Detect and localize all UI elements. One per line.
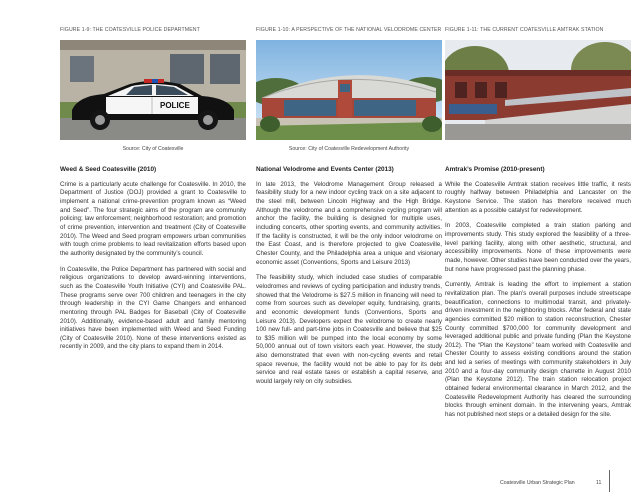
paragraph: The feasibility study, which included case studies of comparable velodromes and reviews of cycling participation and industry trends, showed that the Velodrome is $27.5 million in financing will need to come from sources such as developer equity, fundraising, grants, and economic development funds (Conventions, Sports and Leisure 2013). Developers expect the velodrome to create nearly 100 new full- and part-time jobs in Coatesville and believe that $25 to $35 million will be pumped into the local economy by some 50,000 annual out of town visitors each year. However, the study also demonstrated that even with non-cycling events and retail space revenue, the facility would not be able to pay for its debt service and real estate taxes or establish a capital reserve, and would largely rely on city subsidies. [256,274,442,386]
velodrome-illustration [256,40,442,140]
footer-divider [609,470,610,492]
section-heading: Amtrak’s Promise (2010-present) [445,166,545,173]
section-velodrome [256,166,442,394]
paragraph: In Coatesville, the Police Department has partnered with social and religious organizations to develop award-winning interventions, such as the Coatesville Youth Initiative (CYI) and Coatesville PAL. These programs serve over 700 children and teenagers in the city through leadership in the CYI Game Changers and enhanced mentoring through PAL Badges for Baseball (City of Coatesville 2010). Additionally, evidence-based adult and family mentoring initiatives have been implemented with Weed and Seed Funding (City of Coatesville 2010). None of these interventions existed as recently in 2009, and the city plans to expand them in 2014. [60,265,246,351]
velodrome-rendering [256,40,442,140]
section-heading: National Velodrome and Events Center (2013) [256,166,394,173]
police-text: POLICE [160,101,190,110]
paragraph: In late 2013, the Velodrome Management Group released a feasibility study for a new indoor cycling track on a site adjacent to the steel mill, between Lincoln Highway and the High Bridge. Although the velodrome and a comprehensive cycling program will anchor the facility, the building is designed for multiple uses, including concerts, other sporting events, and community activities. If the facility is constructed, it will be the only indoor velodrome on the East Coast, and is therefore projected to give Coatesville, Chester County, and the Philadelphia area a unique and visionary economic asset (Conventions, Sports and Leisure 2013) [256,180,442,266]
section-weed-and-seed [60,166,246,359]
paragraph: Currently, Amtrak is leading the effort to implement a station revitalization plan. The plan’s overall purposes include streetscape beautification, connections to multimodal transit, and privately-driven investment in the neighboring blocks. After federal and state agencies committed $20 million to station reconstruction, Chester County committed $700,000 for community development and leveraged additional public and private funding (Plan the Keystone 2012). The “Plan the Keystone” team worked with Coatesville and Chester County to assess existing conditions around the station and led a series of meetings with community stakeholders in July 2010 and a four-day community design charrette in August 2010 (Plan the Keystone 2012). The train station relocation project obtained federal environmental clearance in March 2012, and the Coatesville Redevelopment Authority has cleared the surrounding blocks through eminent domain. In the intervening years, Amtrak has not published next steps or a detailed design for the site. [445,281,631,419]
figure-source: Source: City of Coatesville [122,146,184,152]
amtrak-station-photo [445,40,631,140]
page-number: 11 [596,480,602,486]
figure-caption: FIGURE 1-11: THE CURRENT COATESVILLE AMTRAK STATION [445,27,604,33]
page-footer [500,480,610,486]
figure-source: Source: City of Coatesville Redevelopment Authority [288,146,410,152]
section-amtrak [445,166,631,427]
footer-title: Coatesville Urban Strategic Plan [500,480,575,486]
paragraph: While the Coatesville Amtrak station receives little traffic, it rests roughly halfway between Philadelphia and Lancaster on the Keystone Service. The station has therefore received much attention as a possible catalyst for redevelopment. [445,180,631,214]
police-car-photo [60,40,246,140]
amtrak-station-illustration [445,40,631,140]
section-heading: Weed & Seed Coatesville (2010) [60,166,157,173]
figure-caption: FIGURE 1-10: A PERSPECTIVE OF THE NATIONAL VELODROME CENTER [256,27,442,33]
paragraph: In 2003, Coatesville completed a train station parking and improvements study. This study explored the feasibility of a three-level parking facility, along with other aesthetic, structural, and accessibility improvements. None of these improvements were made, however. Other studies have been conducted over the years, but none have progressed past the planning phase. [445,222,631,273]
figure-caption: FIGURE 1-9: THE COATESVILLE POLICE DEPARTMENT [60,27,200,33]
paragraph: Crime is a particularly acute challenge for Coatesville. In 2010, the Department of Justice (DOJ) provided a grant to Coatesville to implement a national crime-prevention program known as “Weed and Seed”. The four strategic aims of the program are community policing; law enforcement; neighborhood restoration; and promotion of crime prevention, intervention and treatment (City of Coatesville 2010). The Weed and Seed program empowers urban communities with tough crime problems to lead revitalization efforts based upon the authority designated by the community’s council. [60,180,246,257]
police-car-illustration [60,40,246,140]
